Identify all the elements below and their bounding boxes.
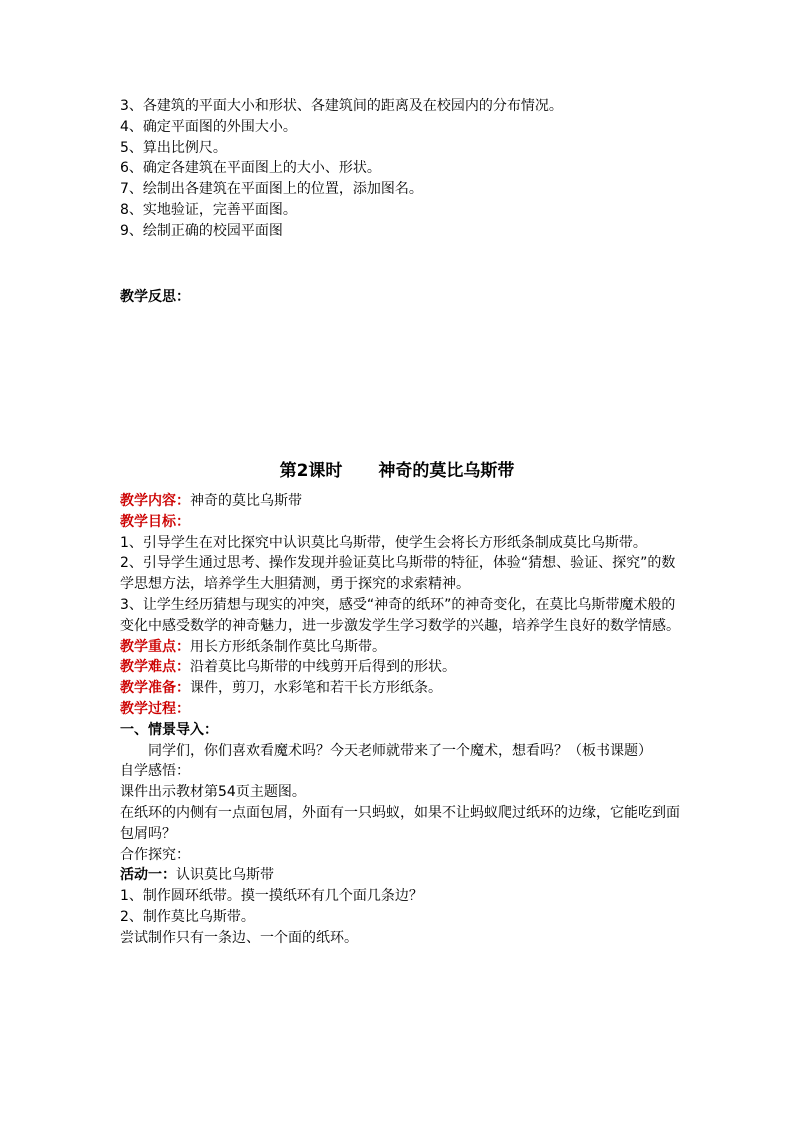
self-study-label: 自学感悟：: [120, 763, 190, 780]
step-item: 4、确定平面图的外围大小。: [120, 118, 297, 135]
goal-item: 3、让学生经历猜想与现实的冲突，感受“神奇的纸环”的神奇变化，在莫比乌斯带魔术般的变化中感受数学的神奇魅力，进一步激发学生学习数学的兴趣，培养学生良好的数学情感。: [120, 596, 680, 634]
self-study-line: 课件出示教材第54页主题图。: [120, 784, 306, 801]
section1-title: 一、情景导入：: [120, 721, 218, 738]
activity1-title: 活动一：: [120, 867, 176, 884]
last-line: 尝试制作只有一条边、一个面的纸环。: [120, 929, 358, 946]
step-item: 3、各建筑的平面大小和形状、各建筑间的距离及在校园内的分布情况。: [120, 98, 563, 114]
activity1-row: [120, 865, 680, 886]
previous-steps-list: [120, 96, 680, 242]
step-item: 7、绘制出各建筑在平面图上的位置，添加图名。: [120, 181, 423, 198]
difficulty-text: 沿着莫比乌斯带的中线剪开后得到的形状。: [190, 659, 456, 676]
prep-text: 课件，剪刀，水彩笔和若干长方形纸条。: [190, 680, 442, 697]
coop-label: 合作探究：: [120, 846, 190, 863]
step-item: 9、绘制正确的校园平面图: [120, 222, 283, 239]
key-row: [120, 637, 680, 658]
prep-row: [120, 678, 680, 699]
key-label: 教学重点：: [120, 638, 190, 655]
self-study-question: 在纸环的内侧有一点面包屑，外面有一只蚂蚁，如果不让蚂蚁爬过纸环的边缘，它能吃到面包屑吗？: [120, 804, 680, 842]
lesson-name: 神奇的莫比乌斯带: [378, 461, 515, 481]
goal-item: 2、引导学生通过思考、操作发现并验证莫比乌斯带的特征，体验“猜想、验证、探究”的数学思想方法，培养学生大胆猜测，勇于探究的求索精神。: [120, 555, 676, 593]
lesson-number: 第2课时: [279, 461, 343, 481]
content-label: 教学内容：: [120, 493, 190, 509]
step-item: 8、实地验证，完善平面图。: [120, 201, 297, 218]
key-text: 用长方形纸条制作莫比乌斯带。: [190, 638, 386, 655]
goals-label: 教学目标：: [120, 513, 190, 530]
step-item: 5、算出比例尺。: [120, 139, 227, 156]
activity-step: 1、制作圆环纸带。摸一摸纸环有几个面几条边？: [120, 888, 423, 905]
process-label: 教学过程：: [120, 700, 190, 717]
step-item: 6、确定各建筑在平面图上的大小、形状。: [120, 160, 381, 177]
reflection-label: 教学反思：: [120, 289, 190, 305]
activity-step: 2、制作莫比乌斯带。: [120, 908, 255, 925]
content-row: [120, 491, 680, 512]
intro-paragraph: 同学们，你们喜欢看魔术吗？今天老师就带来了一个魔术，想看吗？（板书课题）: [148, 742, 652, 759]
lesson-body: [120, 491, 680, 949]
lesson-title: [0, 458, 794, 484]
content-text: 神奇的莫比乌斯带: [190, 493, 302, 509]
activity1-text: 认识莫比乌斯带: [176, 867, 274, 884]
prep-label: 教学准备：: [120, 680, 190, 697]
goal-item: 1、引导学生在对比探究中认识莫比乌斯带，使学生会将长方形纸条制成莫比乌斯带。: [120, 534, 647, 551]
difficulty-row: [120, 657, 680, 678]
difficulty-label: 教学难点：: [120, 659, 190, 676]
